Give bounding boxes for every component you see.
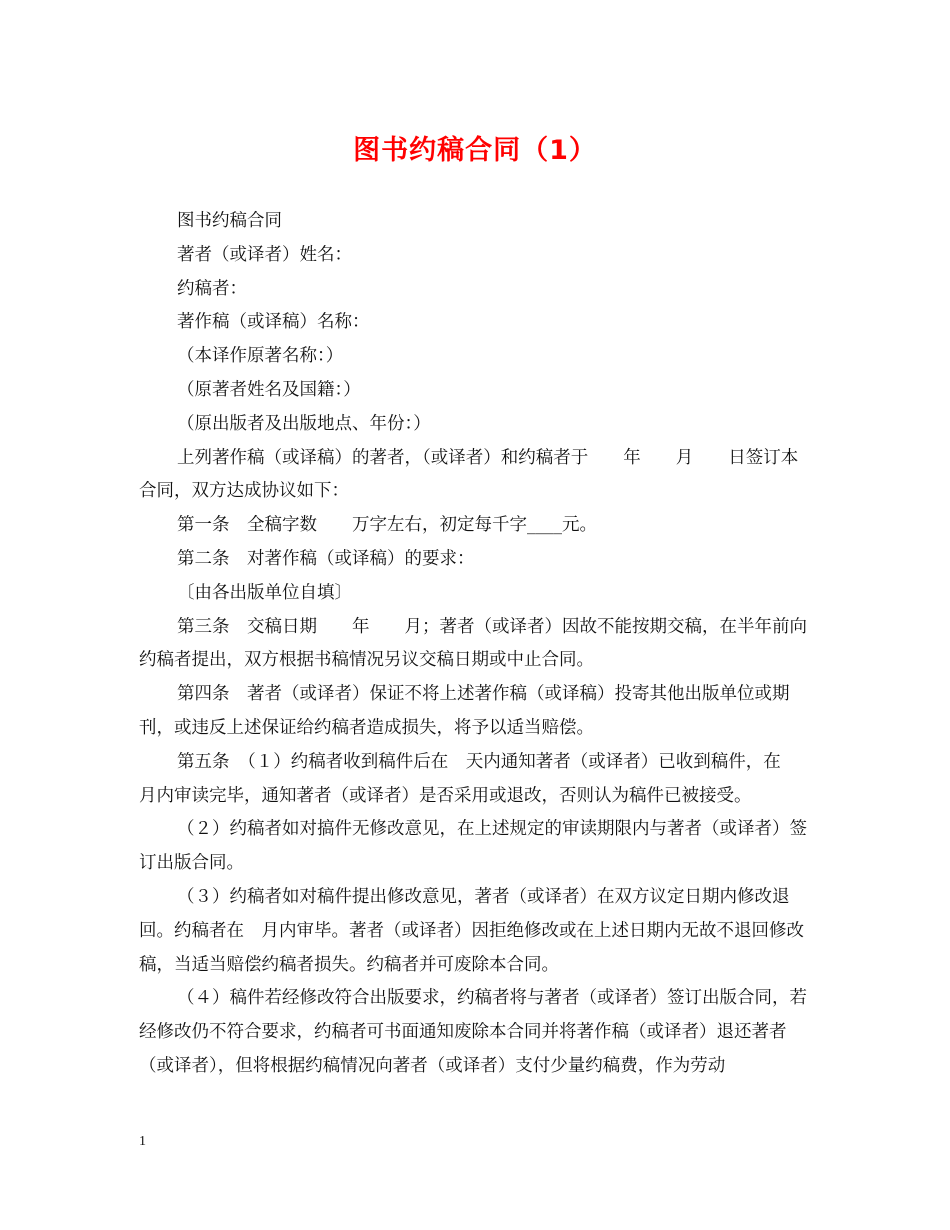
paragraph: 第五条 （１）约稿者收到稿件后在 天内通知著者（或译者）已收到稿件，在 月内审读完毕，通知著者（或译者）是否采用或退改，否则认为稿件已被接受。 [139, 751, 799, 806]
paragraph: 第三条 交稿日期 年 月；著者（或译者）因故不能按期交稿，在半年前向约稿者提出，双方根据书稿情况另议交稿日期或中止合同。 [139, 616, 807, 671]
paragraph: （原著者姓名及国籍：） [177, 379, 361, 400]
paragraph: 约稿者： [177, 278, 247, 299]
paragraph: （４）稿件若经修改符合出版要求，约稿者将与著者（或译者）签订出版合同，若经修改仍不符合要求，约稿者可书面通知废除本合同并将著作稿（或译者）退还著者（或译者），但将根据约稿情况向著者（或译者）支付少量约稿费，作为劳动 [139, 988, 807, 1076]
paragraph: 著作稿（或译稿）名称： [177, 312, 370, 333]
paragraph: 〔由各出版单位自填〕 [177, 582, 352, 603]
paragraph: （３）约稿者如对稿件提出修改意见，著者（或译者）在双方议定日期内修改退回。约稿者在 月内审毕。著者（或译者）因拒绝修改或在上述日期内无故不退回修改稿，当适当赔偿约稿者损失。约稿者并可废除本合同。 [139, 886, 804, 975]
paragraph: （原出版者及出版地点、年份：） [177, 413, 431, 434]
paragraph: 第一条 全稿字数 万字左右，初定每千字____元。 [177, 515, 597, 536]
paragraph: （２）约稿者如对搞件无修改意见，在上述规定的审读期限内与著者（或译者）签订出版合同。 [139, 819, 807, 874]
paragraph: 图书约稿合同 [177, 211, 282, 231]
page-number: 1 [139, 1134, 146, 1149]
paragraph: （本译作原著名称：） [177, 346, 344, 367]
paragraph: 上列著作稿（或译稿）的著者，（或译者）和约稿者于 年 月 日签订本合同，双方达成协议如下： [139, 447, 799, 502]
paragraph: 第四条 著者（或译者）保证不将上述著作稿（或译稿）投寄其他出版单位或期刊，或违反上述保证给约稿者造成损失，将予以适当赔偿。 [139, 684, 790, 738]
document-title: 图书约稿合同（1） [353, 135, 597, 166]
paragraph: 第二条 对著作稿（或译稿）的要求： [177, 548, 475, 569]
paragraph: 著者（或译者）姓名： [177, 244, 352, 265]
document-body [139, 205, 814, 1084]
